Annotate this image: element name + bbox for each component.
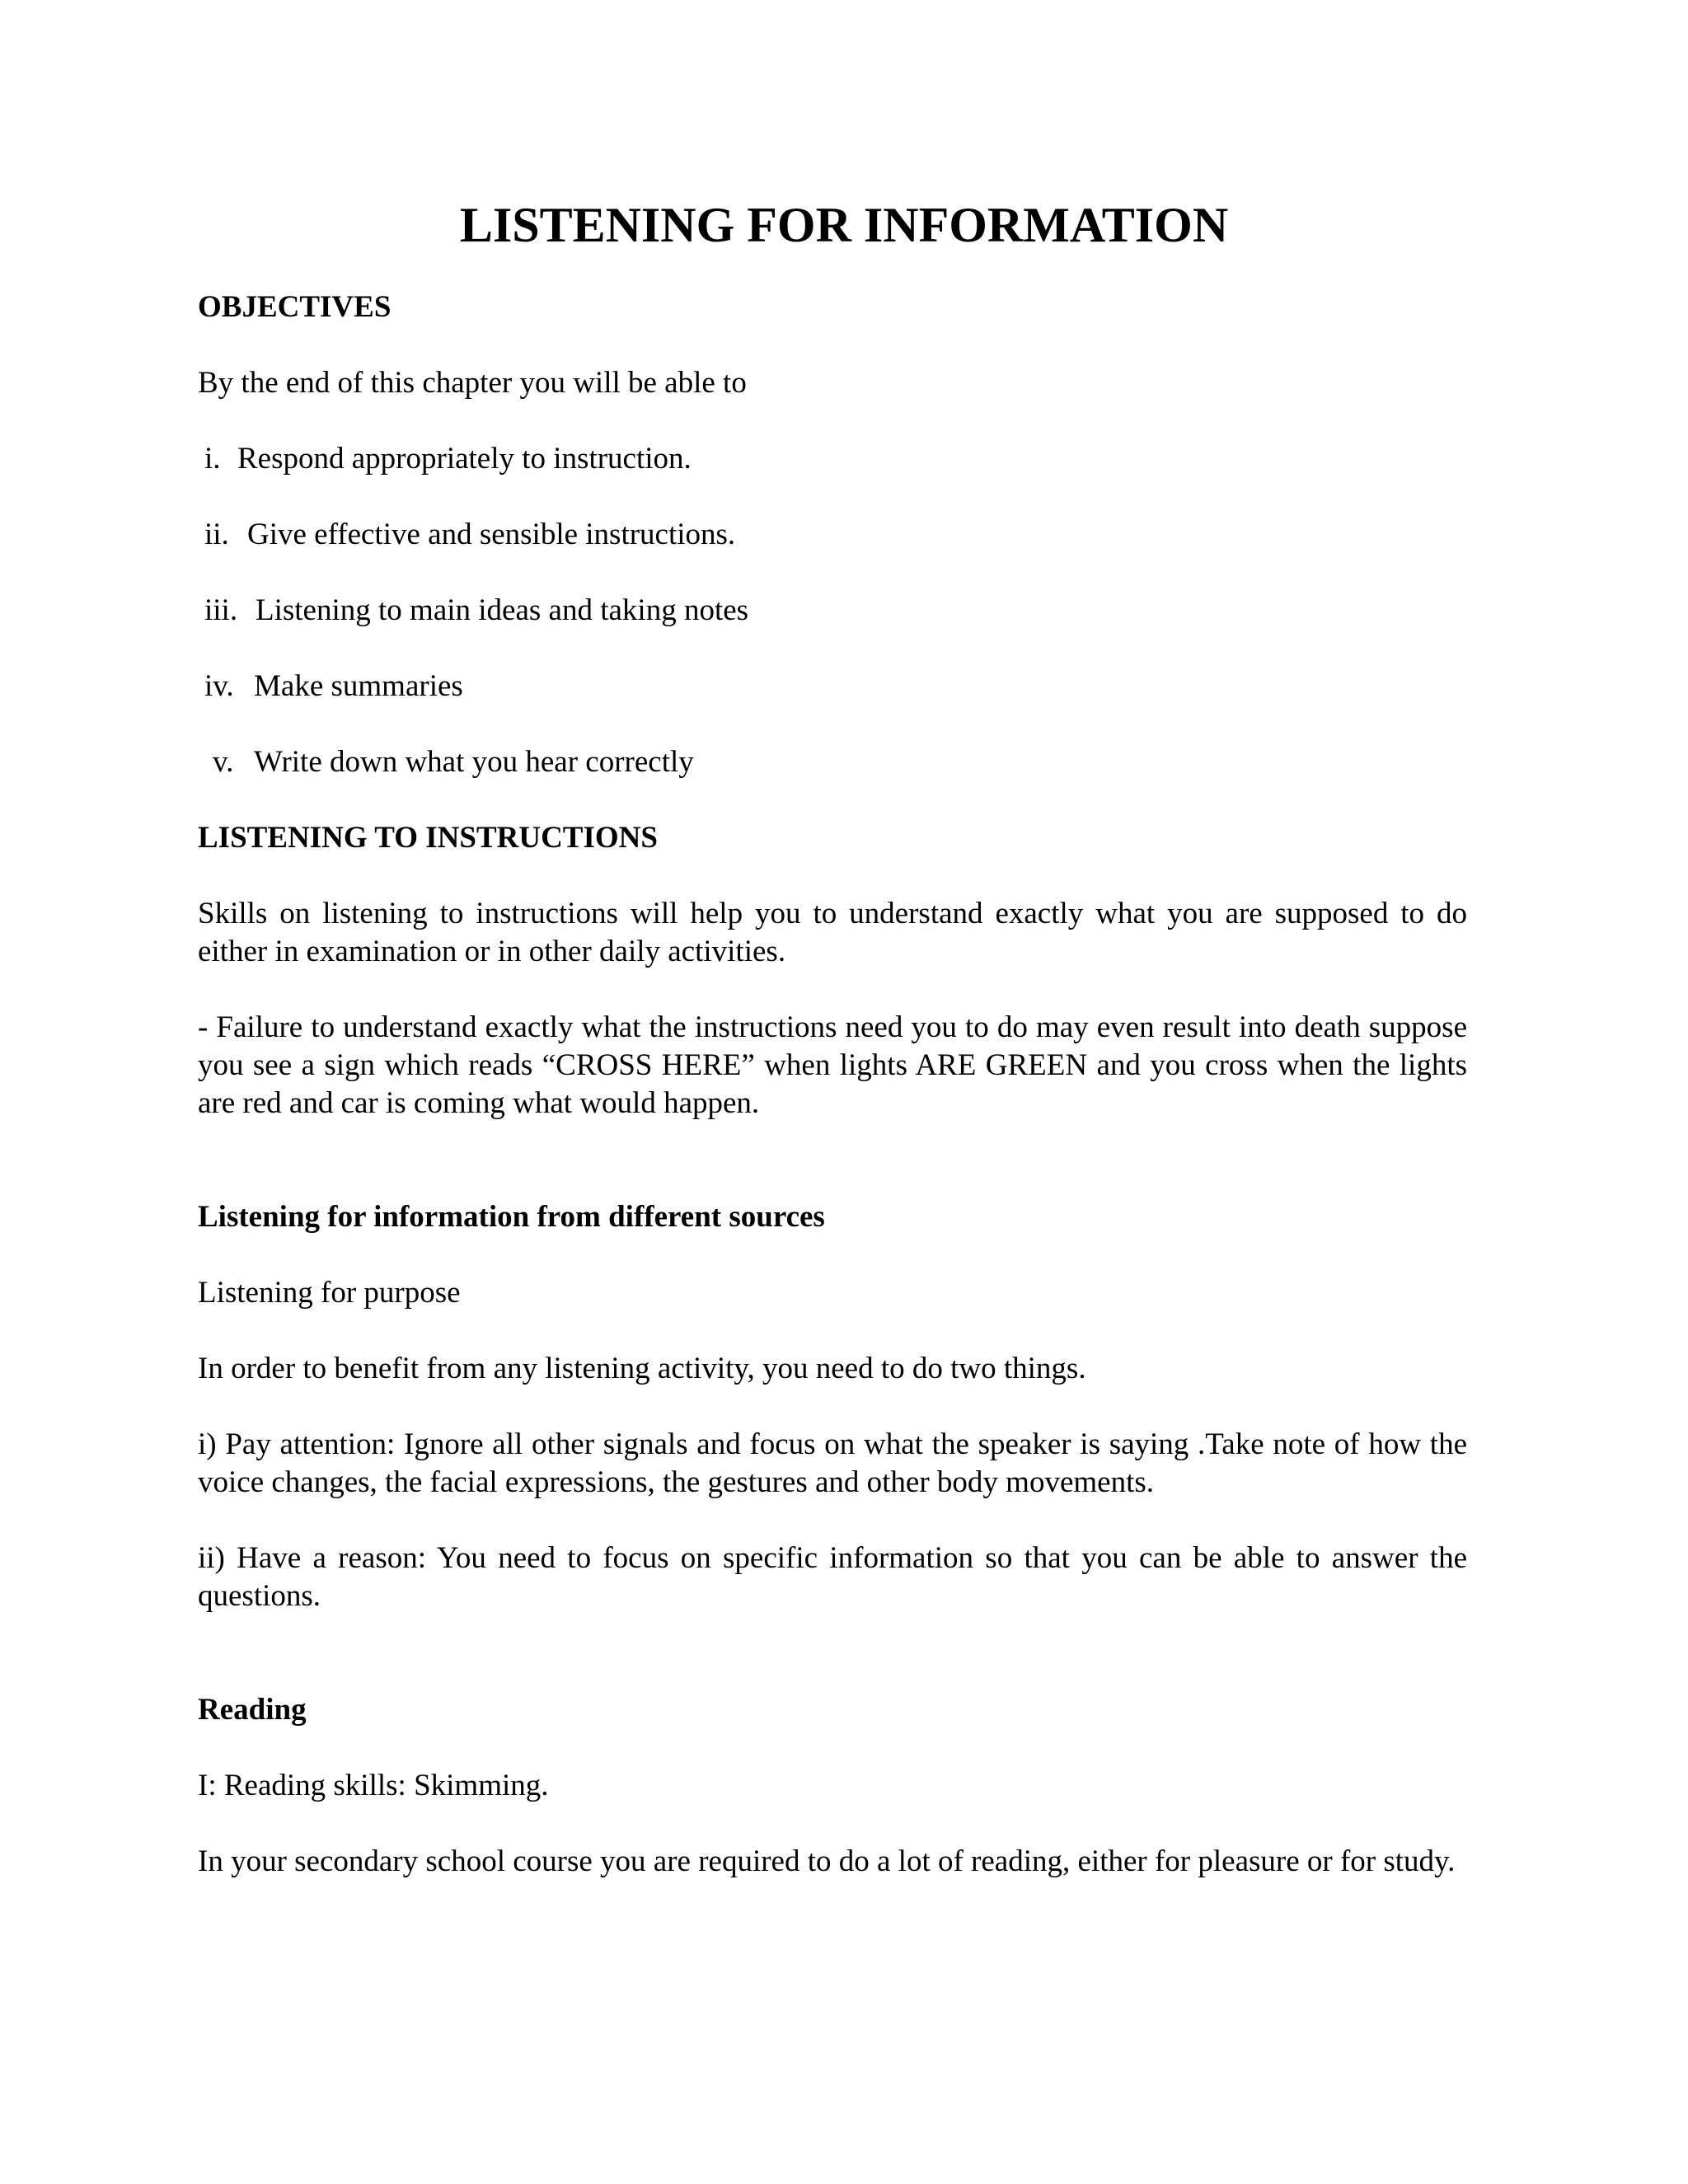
objective-item-1 <box>204 440 692 478</box>
objectives-heading: OBJECTIVES <box>198 290 392 324</box>
sources-heading: Listening for information from different sources <box>198 1200 825 1234</box>
sources-intro: In order to benefit from any listening activity, you need to do two things. <box>198 1352 1086 1385</box>
objective-number: iii. <box>204 593 238 627</box>
sources-point-2: ii) Have a reason: You need to focus on specific information so that you can be able to answer the questions. <box>198 1541 1467 1613</box>
objective-number: ii. <box>204 518 229 551</box>
instructions-heading: LISTENING TO INSTRUCTIONS <box>198 821 658 855</box>
instructions-paragraph-1: Skills on listening to instructions will help you to understand exactly what you are supposed to do either in examination or in other daily activities. <box>198 897 1467 968</box>
objective-text: Listening to main ideas and taking notes <box>256 593 749 627</box>
objective-item-4 <box>204 668 463 705</box>
reading-subheading: I: Reading skills: Skimming. <box>198 1769 549 1802</box>
page-title: LISTENING FOR INFORMATION <box>459 198 1229 252</box>
objective-item-3 <box>204 592 748 630</box>
objective-number: iv. <box>204 669 234 703</box>
sources-subheading: Listening for purpose <box>198 1276 461 1310</box>
objectives-intro: By the end of this chapter you will be able to <box>198 366 747 400</box>
objective-text: Make summaries <box>254 669 463 703</box>
reading-paragraph: In your secondary school course you are required to do a lot of reading, either for pleasure or for study. <box>198 1844 1456 1878</box>
objective-number: v. <box>213 745 234 779</box>
sources-point-1: i) Pay attention: Ignore all other signals and focus on what the speaker is saying .Take note of how the voice changes, the facial expressions, the gestures and other body movements. <box>198 1427 1467 1499</box>
objective-text: Write down what you hear correctly <box>254 745 694 779</box>
objective-text: Give effective and sensible instructions. <box>247 518 736 551</box>
objective-item-5 <box>213 743 694 781</box>
objective-item-2 <box>204 516 735 554</box>
reading-heading: Reading <box>198 1693 307 1727</box>
objective-number: i. <box>204 442 221 476</box>
instructions-paragraph-2: - Failure to understand exactly what the instructions need you to do may even result into death suppose you see a sign which reads “CROSS HERE” when lights ARE GREEN and you cross when the lights are red and car is coming what would happen. <box>198 1010 1467 1120</box>
objective-text: Respond appropriately to instruction. <box>237 442 692 476</box>
